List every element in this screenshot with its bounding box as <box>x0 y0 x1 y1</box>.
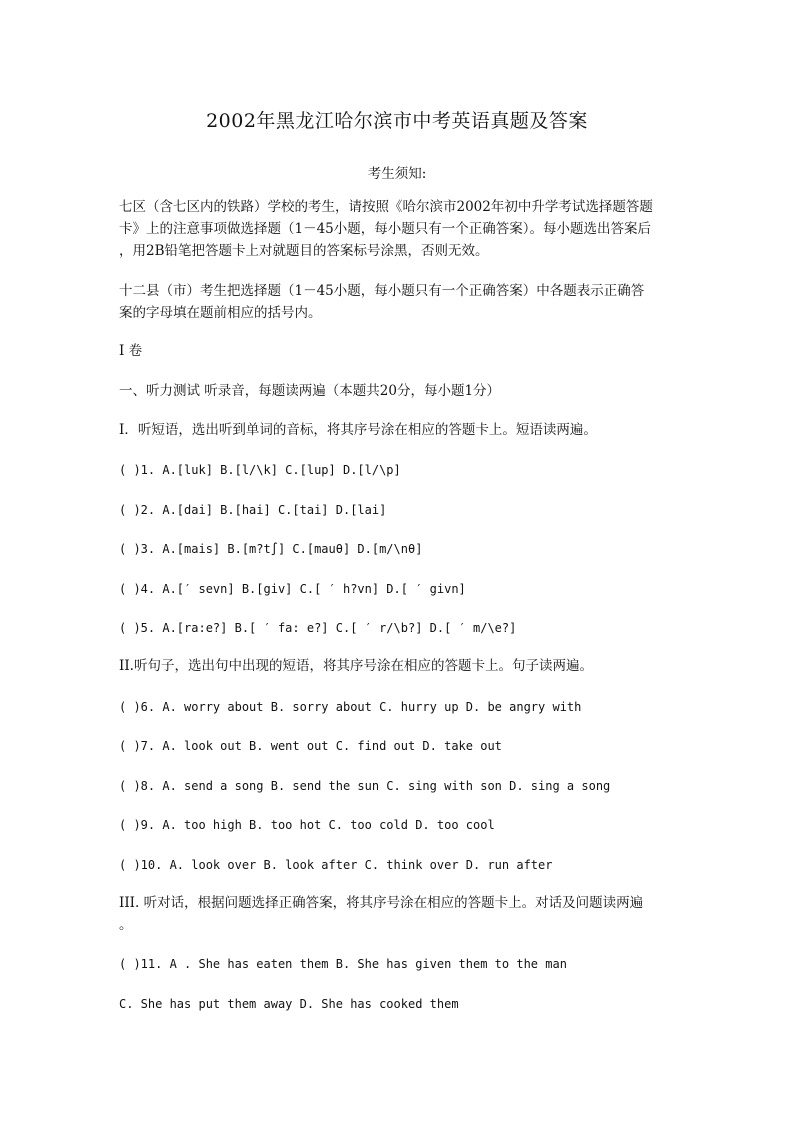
notice-1-line-2: 卡》上的注意事项做选择题（1－45小题，每小题只有一个正确答案）。每小题选出答案后 <box>119 221 652 237</box>
document-title: 2002年黑龙江哈尔滨市中考英语真题及答案 <box>206 110 588 132</box>
question-1: ( )1. A.[luk] B.[l/\k] C.[lup] D.[l/\p] <box>119 463 401 477</box>
part-1-instructions: I．听短语，选出听到单词的音标，将其序号涂在相应的答题卡上。短语读两遍。 <box>119 422 597 438</box>
section-heading-listening: 一、听力测试 听录音，每题读两遍（本题共20分，每小题1分） <box>119 383 501 399</box>
part-2-instructions: II.听句子，选出句中出现的短语，将其序号涂在相应的答题卡上。句子读两遍。 <box>119 658 593 674</box>
volume-label: I 卷 <box>119 343 143 359</box>
question-2: ( )2. A.[dai] B.[hai] C.[tai] D.[lai] <box>119 503 387 517</box>
part-3-line-2: 。 <box>119 917 133 933</box>
question-6: ( )6. A. worry about B. sorry about C. hurry up D. be angry with <box>119 700 582 714</box>
notice-2-line-2: 案的字母填在题前相应的括号内。 <box>119 305 322 321</box>
notice-2-line-1: 十二县（市）考生把选择题（1－45小题，每小题只有一个正确答案）中各题表示正确答 <box>119 283 645 299</box>
question-9: ( )9. A. too high B. too hot C. too cold D. too cool <box>119 818 495 832</box>
part-3-instructions <box>119 892 679 936</box>
notice-heading: 考生须知: <box>367 166 427 182</box>
question-11-continued: C. She has put them away D. She has cooked them <box>119 997 459 1011</box>
question-4: ( )4. A.[′ sevn] B.[giv] C.[ ′ h?vn] D.[ ′ givn] <box>119 582 466 596</box>
part-3-line-1: III. 听对话，根据问题选择正确答案，将其序号涂在相应的答题卡上。对话及问题读两遍 <box>119 895 644 911</box>
question-10: ( )10. A. look over B. look after C. think over D. run after <box>119 858 553 872</box>
notice-paragraph-2 <box>119 280 679 324</box>
question-5: ( )5. A.[ra:e?] B.[ ′ fa: e?] C.[ ′ r/\b?] D.[ ′ m/\e?] <box>119 621 517 635</box>
notice-paragraph-1 <box>119 196 679 262</box>
notice-1-line-1: 七区（含七区内的铁路）学校的考生，请按照《哈尔滨市2002年初中升学考试选择题答题 <box>119 199 653 215</box>
question-7: ( )7. A. look out B. went out C. find out D. take out <box>119 739 502 753</box>
question-3: ( )3. A.[mais] B.[m?t∫] C.[mauθ] D.[m/\nθ] <box>119 542 423 556</box>
question-8: ( )8. A. send a song B. send the sun C. sing with son D. sing a song <box>119 779 611 793</box>
notice-1-line-3: ，用2B铅笔把答题卡上对就题目的答案标号涂黑，否则无效。 <box>119 243 489 259</box>
question-11: ( )11. A . She has eaten them B. She has given them to the man <box>119 957 567 971</box>
